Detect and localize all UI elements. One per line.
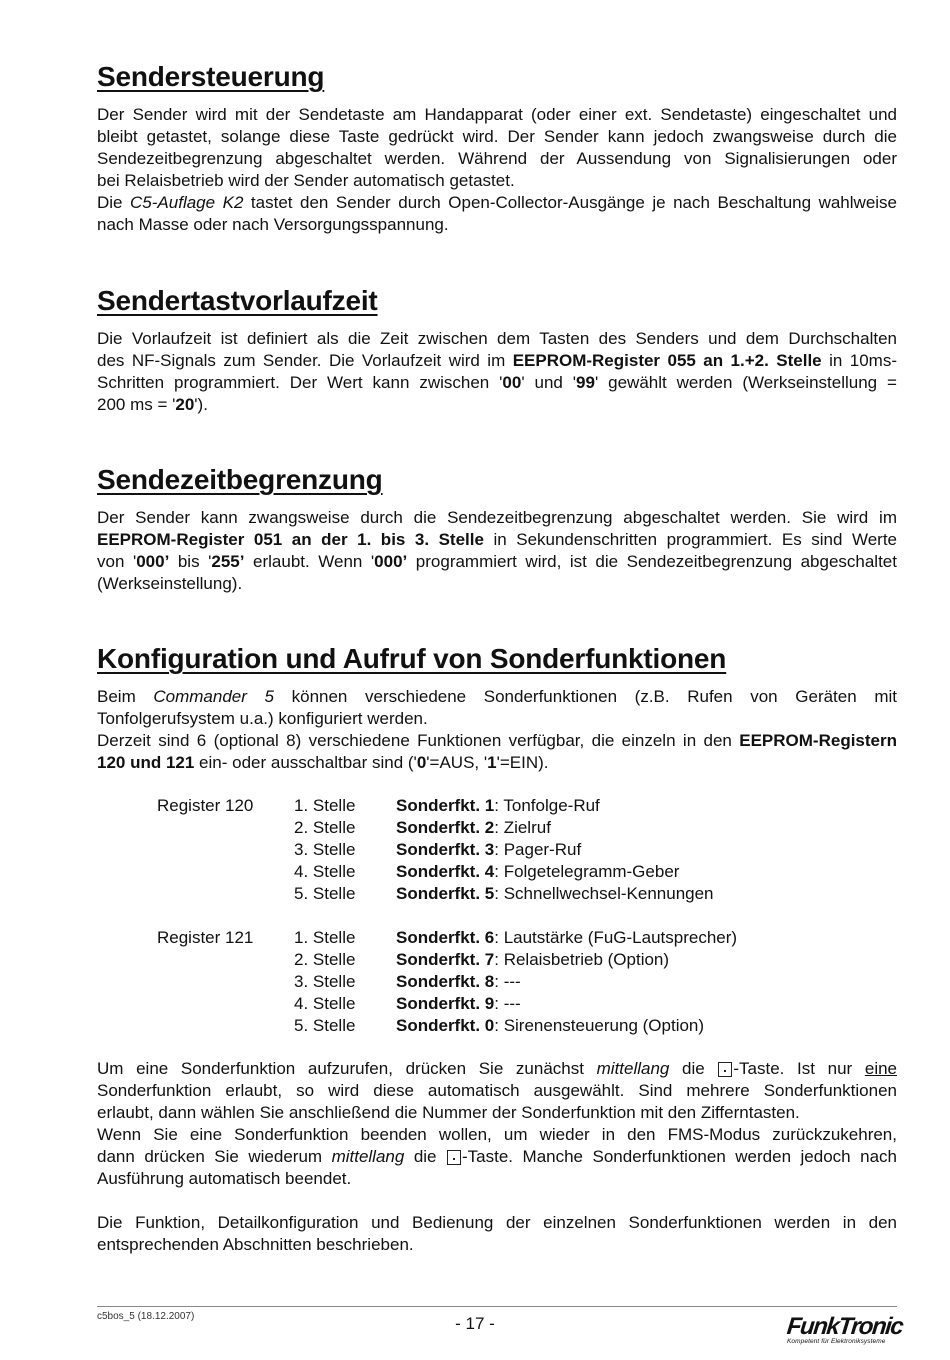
paragraph-sonderfunktion-aufruf [97,1058,897,1190]
text-line: 200 ms = '20'). [97,395,208,414]
paragraph-sendersteuerung [97,104,897,236]
register-position: 1. Stelle [294,928,356,947]
register-function: Sonderfkt. 3: Pager-Ruf [396,840,582,859]
text-line: Sendezeitbegrenzung abgeschaltet werden. Während der Aussendung von Signalisierungen oder [97,149,897,168]
paragraph-abschluss [97,1212,897,1256]
heading-sonderfunktionen: Konfiguration und Aufruf von Sonderfunktionen [97,643,727,674]
text-line: des NF-Signals zum Sender. Die Vorlaufzeit wird im EEPROM-Register 055 an 1.+2. Stelle in 10ms- [97,351,897,370]
register-position: 2. Stelle [294,950,356,969]
text-line: dann drücken Sie wiederum mittellang die -Taste. Manche Sonderfunktionen werden jedoch nach [97,1147,897,1166]
funktronic-logo [785,1313,904,1345]
dot-key-icon [447,1150,461,1165]
text-line: Die C5-Auflage K2 tastet den Sender durch Open-Collector-Ausgänge je nach Beschaltung wahlweise [97,193,898,212]
register-position: 5. Stelle [294,1016,356,1035]
text-line: Der Sender wird mit der Sendetaste am Handapparat (oder einer ext. Sendetaste) eingeschaltet und [97,105,897,124]
text-line: Der Sender kann zwangsweise durch die Sendezeitbegrenzung abgeschaltet werden. Sie wird im [97,508,897,527]
logo-tagline: Kompetent für Elektroniksysteme [787,1338,886,1345]
footer-document-id: c5bos_5 (18.12.2007) [97,1311,195,1322]
text-line: (Werkseinstellung). [97,574,243,593]
register-function: Sonderfkt. 1: Tonfolge-Ruf [396,796,600,815]
heading-sendezeitbegrenzung: Sendezeitbegrenzung [97,464,383,495]
text-line: Um eine Sonderfunktion aufzurufen, drücken Sie zunächst mittellang die -Taste. Ist nur eine [97,1059,897,1078]
paragraph-sendezeitbegrenzung [97,507,897,595]
footer-divider [97,1306,897,1307]
register-function: Sonderfkt. 6: Lautstärke (FuG-Lautsprecher) [396,928,738,947]
text-line: erlaubt, dann wählen Sie anschließend die Nummer der Sonderfunktion mit den Zifferntasten. [97,1103,800,1122]
register-function: Sonderfkt. 4: Folgetelegramm-Geber [396,862,680,881]
heading-sendersteuerung: Sendersteuerung [97,61,325,92]
heading-sendertastvorlaufzeit: Sendertastvorlaufzeit [97,285,378,316]
register-position: 3. Stelle [294,840,356,859]
text-line: Die Vorlaufzeit ist definiert als die Zeit zwischen dem Tasten des Senders und dem Durchschalten [97,329,897,348]
register-name: Register 120 [157,796,254,815]
register-function: Sonderfkt. 5: Schnellwechsel-Kennungen [396,884,714,903]
register-name: Register 121 [157,928,254,947]
text-line: Die Funktion, Detailkonfiguration und Bedienung der einzelnen Sonderfunktionen werden in den [97,1213,897,1232]
text-line: 120 und 121 ein- oder ausschaltbar sind ('0'=AUS, '1'=EIN). [97,753,549,772]
register-function: Sonderfkt. 8: --- [396,972,521,991]
register-position: 3. Stelle [294,972,356,991]
dot-key-icon [718,1062,732,1077]
text-line: Beim Commander 5 können verschiedene Sonderfunktionen (z.B. Rufen von Geräten mit [97,687,897,706]
text-line: Sonderfunktion erlaubt, so wird diese automatisch ausgewählt. Sind mehrere Sonderfunktionen [97,1081,897,1100]
text-line: Wenn Sie eine Sonderfunktion beenden wollen, um wieder in den FMS-Modus zurückzukehren, [97,1125,897,1144]
text-line: EEPROM-Register 051 an der 1. bis 3. Stelle in Sekundenschritten programmiert. Es sind Werte [97,530,897,549]
logo-wordmark: FunkTronic [785,1313,904,1340]
paragraph-sendertastvorlaufzeit [97,328,897,416]
text-line: Derzeit sind 6 (optional 8) verschiedene Funktionen verfügbar, die einzeln in den EEPROM-Registern [97,731,897,750]
register-function: Sonderfkt. 0: Sirenensteuerung (Option) [396,1016,705,1035]
register-function: Sonderfkt. 7: Relaisbetrieb (Option) [396,950,670,969]
register-function: Sonderfkt. 2: Zielruf [396,818,551,837]
paragraph-sonderfunktionen-intro [97,686,897,774]
text-line: bei Relaisbetrieb wird der Sender automatisch getastet. [97,171,515,190]
text-line: nach Masse oder nach Versorgungsspannung. [97,215,449,234]
text-line: bleibt getastet, solange diese Taste gedrückt wird. Der Sender kann jedoch zwangsweise durch die [97,127,897,146]
register-position: 2. Stelle [294,818,356,837]
text-line: Tonfolgerufsystem u.a.) konfiguriert werden. [97,709,428,728]
text-line: Ausführung automatisch beendet. [97,1169,352,1188]
register-function: Sonderfkt. 9: --- [396,994,521,1013]
text-line: Schritten programmiert. Der Wert kann zwischen '00' und '99' gewählt werden (Werkseinstellung = [97,373,897,392]
register-position: 1. Stelle [294,796,356,815]
register-position: 4. Stelle [294,862,356,881]
text-line: entsprechenden Abschnitten beschrieben. [97,1235,414,1254]
register-position: 4. Stelle [294,994,356,1013]
page-number: - 17 - [455,1314,495,1333]
text-line: von '000’ bis '255’ erlaubt. Wenn '000’ programmiert wird, ist die Sendezeitbegrenzung abgeschaltet [97,552,897,571]
register-position: 5. Stelle [294,884,356,903]
